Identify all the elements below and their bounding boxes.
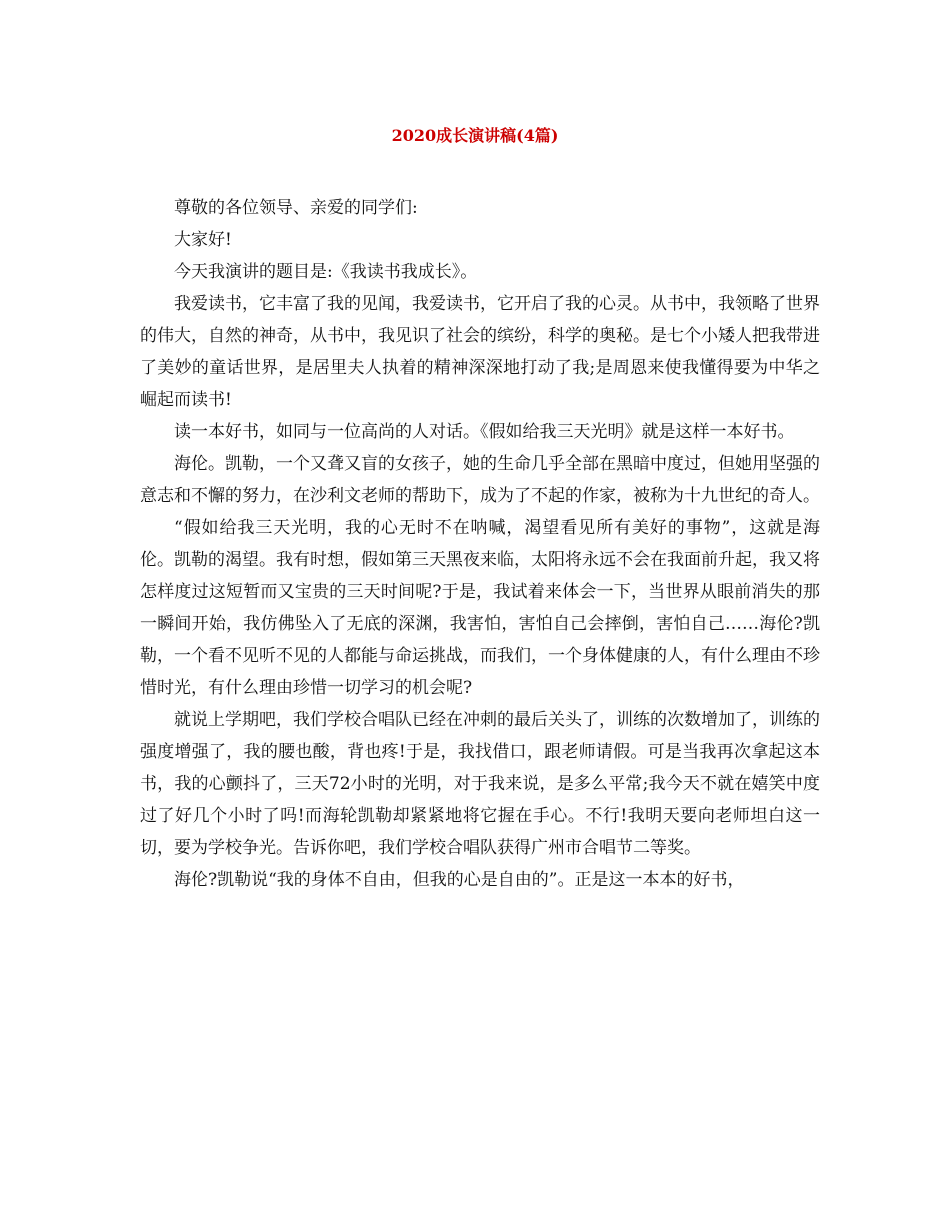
paragraph-greeting: 大家好!	[174, 230, 232, 250]
paragraph: 海伦?凯勒说“我的身体不自由，但我的心是自由的”。正是这一本本的好书，	[174, 870, 745, 890]
document-body	[140, 192, 820, 896]
paragraph-topic: 今天我演讲的题目是:《我读书我成长》。	[174, 262, 478, 282]
paragraph: 海伦。凯勒，一个又聋又盲的女孩子，她的生命几乎全部在黑暗中度过，但她用坚强的意志和不懈的努力，在沙利文老师的帮助下，成为了不起的作家，被称为十九世纪的奇人。	[140, 454, 820, 506]
paragraph: 读一本好书，如同与一位高尚的人对话。《假如给我三天光明》就是这样一本好书。	[174, 422, 795, 442]
document-title: 2020成长演讲稿(4篇)	[391, 126, 559, 145]
paragraph-salutation: 尊敬的各位领导、亲爱的同学们:	[174, 198, 418, 218]
paragraph: 就说上学期吧，我们学校合唱队已经在冲刺的最后关头了，训练的次数增加了，训练的强度增强了，我的腰也酸，背也疼!于是，我找借口，跟老师请假。可是当我再次拿起这本书，我的心颤抖了，三天72小时的光明，对于我来说，是多么平常;我今天不就在嬉笑中度过了好几个小时了吗!而海轮凯勒却紧紧地将它握在手心。不行!我明天要向老师坦白这一切，要为学校争光。告诉你吧，我们学校合唱队获得广州市合唱节二等奖。	[140, 710, 820, 858]
paragraph: 我爱读书，它丰富了我的见闻，我爱读书，它开启了我的心灵。从书中，我领略了世界的伟大，自然的神奇，从书中，我见识了社会的缤纷，科学的奥秘。是七个小矮人把我带进了美妙的童话世界，是居里夫人执着的精神深深地打动了我;是周恩来使我懂得要为中华之崛起而读书!	[140, 294, 820, 410]
paragraph: “假如给我三天光明，我的心无时不在呐喊，渴望看见所有美好的事物”，这就是海伦。凯勒的渴望。我有时想，假如第三天黑夜来临，太阳将永远不会在我面前升起，我又将怎样度过这短暂而又宝贵的三天时间呢?于是，我试着来体会一下，当世界从眼前消失的那一瞬间开始，我仿佛坠入了无底的深渊，我害怕，害怕自己会摔倒，害怕自己……海伦?凯勒，一个看不见听不见的人都能与命运挑战，而我们，一个身体健康的人，有什么理由不珍惜时光，有什么理由珍惜一切学习的机会呢?	[140, 518, 820, 698]
